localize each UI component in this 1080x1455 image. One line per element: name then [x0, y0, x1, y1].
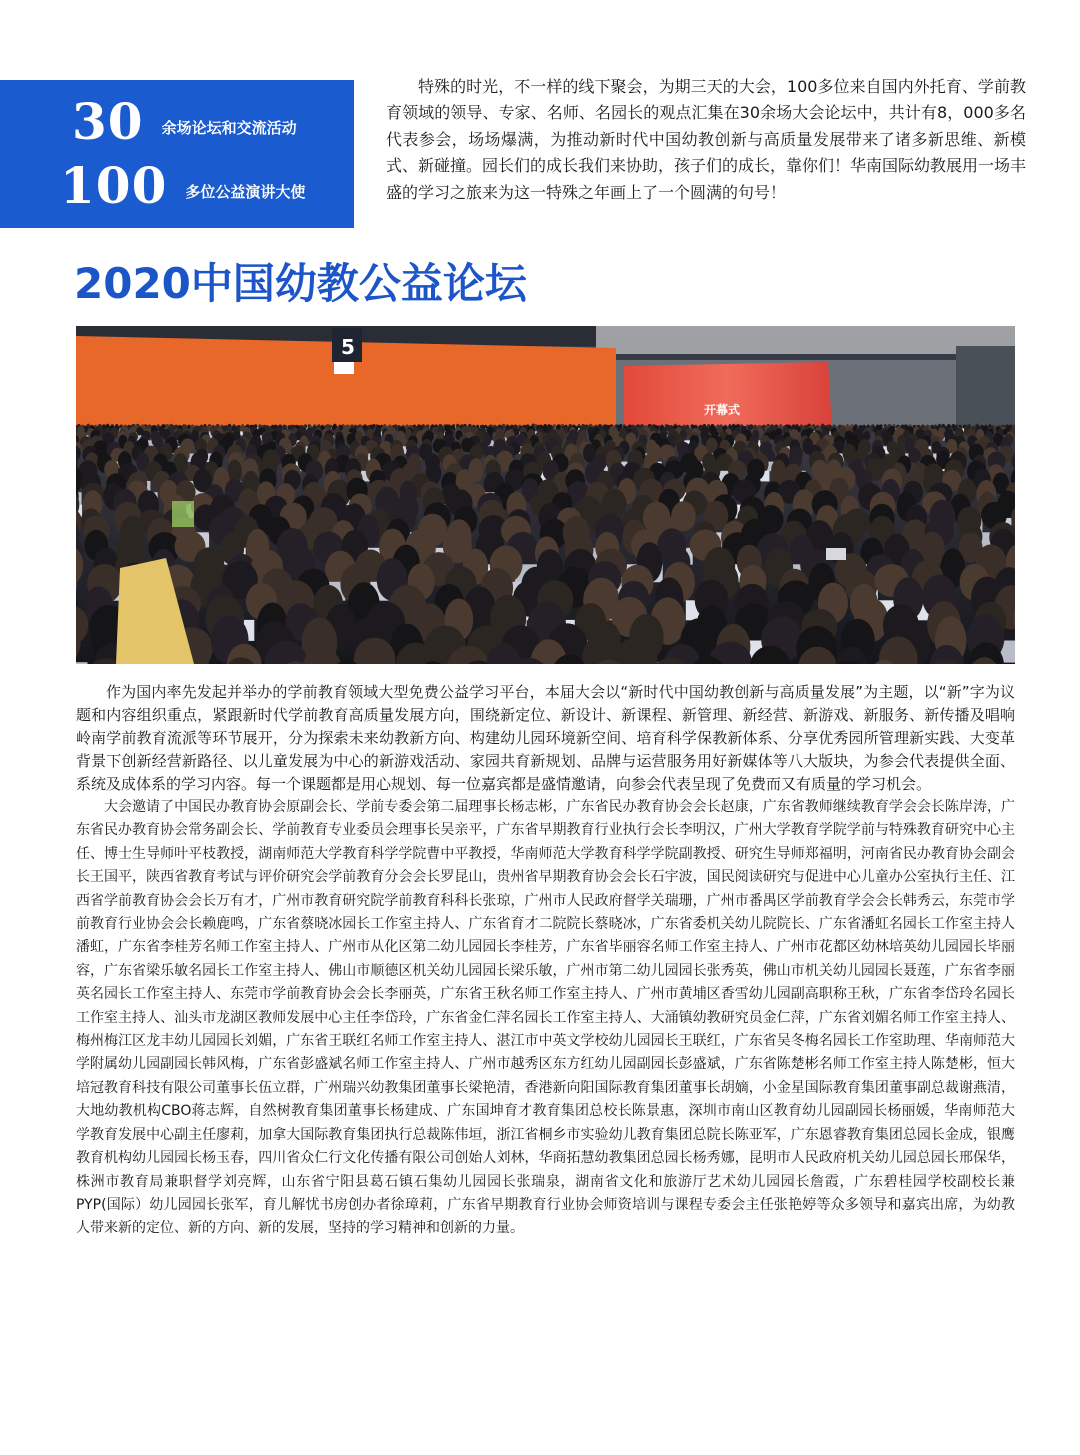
hall-number: 5: [341, 335, 355, 359]
stat-label: 多位公益演讲大使: [185, 182, 306, 201]
paragraph-forum-intro: 作为国内率先发起并举办的学前教育领域大型免费公益学习平台，本届大会以“新时代中国幼教创新与高质量发展”为主题，以“新”字为议题和内容组织重点，紧跟新时代学前教育高质量发展方向，围绕新定位、新设计、新课程、新管理、新经营、新游戏、新服务、新传播及唱响岭南学前教育流派等环节展开，分为探索未来幼教新方向、构建幼儿园环境新空间、培育科学保教新体系、分享优秀园所管理新实践、大变革背景下创新经营新路径、以儿童发展为中心的新游戏活动、家园共育新规划、品牌与运营服务用好新媒体等八大版块，为参会代表提供全面、系统及成体系的学习内容。每一个课题都是用心规划、每一位嘉宾都是盛情邀请，向参会代表呈现了免费而又有质量的学习机会。: [76, 683, 1015, 793]
stage-screen: [624, 362, 832, 430]
stat-number: 100: [60, 156, 168, 215]
conference-photo: [76, 326, 1015, 664]
audience-heads: [76, 424, 1015, 665]
stat-speakers: [60, 158, 305, 214]
stat-number: 30: [72, 92, 144, 151]
stat-forums: [72, 94, 297, 150]
stat-label: 余场论坛和交流活动: [161, 118, 297, 137]
intro-paragraph: 特殊的时光，不一样的线下聚会，为期三天的大会，100多位来自国内外托育、学前教育领域的领导、专家、名师、名园长的观点汇集在30余场大会论坛中，共计有8，000多名代表参会，场场爆满，为推动新时代中国幼教创新与高质量发展带来了诸多新思维、新模式、新碰撞。园长们的成长我们来协助，孩子们的成长，靠你们！华南国际幼教展用一场丰盛的学习之旅来为这一特殊之年画上了一个圆满的句号！: [386, 77, 1027, 202]
body-text: [76, 681, 1015, 1241]
stage-banner-text: 开幕式: [704, 403, 741, 417]
stats-box: [0, 80, 354, 228]
section-title: 2020中国幼教公益论坛: [74, 259, 527, 308]
paragraph-guest-list: 大会邀请了中国民办教育协会原副会长、学前专委会第二届理事长杨志彬，广东省民办教育协会会长赵康，广东省教师继续教育学会会长陈岸涛，广东省民办教育协会常务副会长、学前教育专业委员会理事长吴亲平，广东省早期教育行业执行会长李明汉，广州大学教育学院学前与特殊教育研究中心主任、博士生导师叶平枝教授，湖南师范大学教育科学学院曹中平教授，华南师范大学教育科学学院副教授、研究生导师郑福明，河南省民办教育协会副会长王国平，陕西省教育考试与评价研究会学前教育分会会长罗昆山，贵州省早期教育协会会长石宇波，国民阅读研究与促进中心儿童办公室执行主任、江西省学前教育协会会长万有才，广州市教育研究院学前教育科科长张琼，广州市人民政府督学关瑞珊，广州市番禺区学前教育学会会长韩秀云，东莞市学前教育行业协会会长赖鹿鸣，广东省蔡晓冰园长工作室主持人、广东省育才二院院长蔡晓冰，广东省委机关幼儿院院长、广东省潘虹名园长工作室主持人潘虹，广东省李桂芳名师工作室主持人、广州市从化区第二幼儿园园长李桂芳，广东省毕丽容名师工作室主持人、广州市花都区幼林培英幼儿园园长毕丽容，广东省梁乐敏名园长工作室主持人、佛山市顺德区机关幼儿园园长梁乐敏，广州市第二幼儿园园长张秀英，佛山市机关幼儿园园长聂莲，广东省李丽英名园长工作室主持人、东莞市学前教育协会会长李丽英，广东省王秋名师工作室主持人、广州市黄埔区香雪幼儿园副高职称王秋，广东省李岱玲名园长工作室主持人、汕头市龙湖区教师发展中心主任李岱玲，广东省金仁萍名园长工作室主持人、大涌镇幼教研究员金仁萍，广东省刘媚名师工作室主持人、梅州梅江区龙丰幼儿园园长刘媚，广东省王联红名师工作室主持人、湛江市中英文学校幼儿园园长王联红，广东省吴冬梅名园长工作室助理、华南师范大学附属幼儿园副园长韩风梅，广东省彭盛斌名师工作室主持人、广州市越秀区东方红幼儿园副园长彭盛斌，广东省陈楚彬名师工作室主持人陈楚彬，恒大培冠教育科技有限公司董事长伍立群，广州瑞兴幼教集团董事长梁艳清，香港新向阳国际教育集团董事长胡嫡，小金星国际教育集团董事副总裁谢燕清，大地幼教机构CBO蒋志辉，自然树教育集团董事长杨建成、广东国坤育才教育集团总校长陈景惠，深圳市南山区教育幼儿园副园长杨丽媛，华南师范大学教育发展中心副主任廖莉，加拿大国际教育集团执行总裁陈伟垣，浙江省桐乡市实验幼儿教育集团总院长陈亚军，广东恩睿教育集团总园长金成，银鹰教育机构幼儿园园长杨玉春，四川省众仁行文化传播有限公司创始人刘林，华商拓慧幼教集团总园长杨秀娜，昆明市人民政府机关幼儿园总园长邢保华，株洲市教育局兼职督学刘亮辉，山东省宁阳县葛石镇石集幼儿园园长张瑞泉，湖南省文化和旅游厅艺术幼儿园园长詹霞，广东碧桂园学校副校长兼PYP(国际）幼儿园园长张军，育儿解忧书房创办者徐璋莉，广东省早期教育行业协会师资培训与课程专委会主任张艳婷等众多领导和嘉宾出席，为幼教人带来新的定位、新的方向、新的发展，坚持的学习精神和创新的力量。: [76, 799, 1015, 1237]
